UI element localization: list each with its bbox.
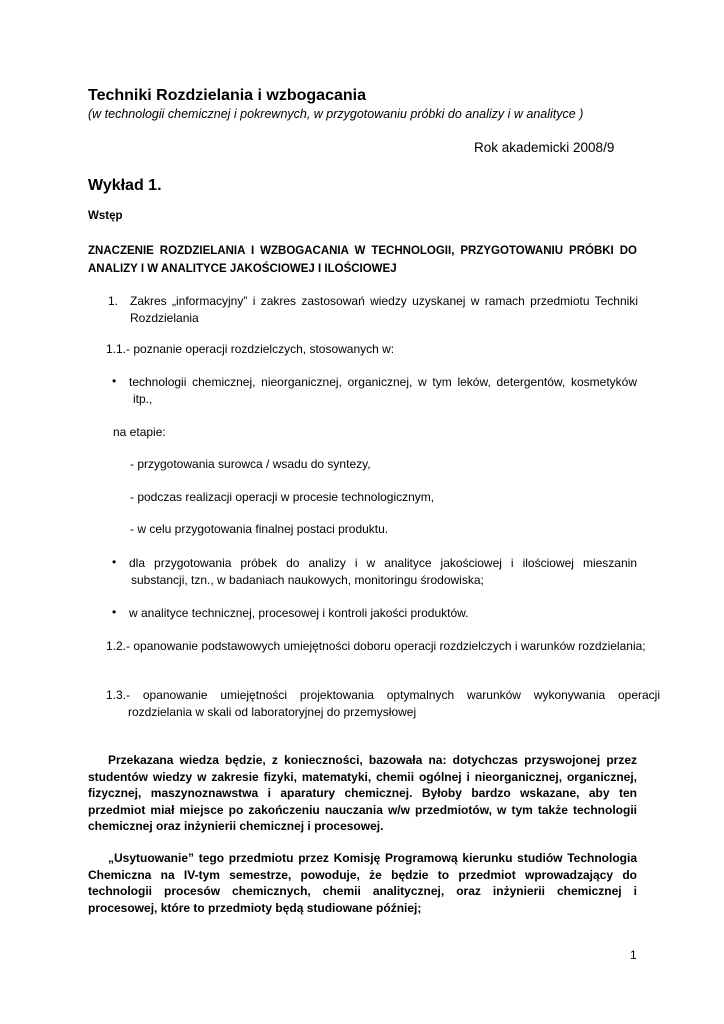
bullet-icon: • [112,555,117,569]
bullet-item-1-cont: itp., [133,392,153,406]
paragraph-2-text: „Usytuowanie” tego przedmiotu przez Komisję Programową kierunku studiów Technologia Chemiczna na IV-tym semestrze, powoduje, że będzie to przedmiot wprowadzający do technologii procesów chemicznych, chemii analitycznej, oraz inżynierii chemicznej i procesowej, które to przedmioty będą studiowane później; [88,851,637,915]
paragraph-1 [88,752,637,835]
subitem-1-2: 1.2.- opanowanie podstawowych umiejętności doboru operacji rozdzielczych i warunków rozdzielania; [106,639,646,653]
lecture-heading: Wykład 1. [88,177,162,194]
subitem-1-1: 1.1.- poznanie operacji rozdzielczych, stosowanych w: [106,342,395,356]
subitem-1-3: 1.3.- opanowanie umiejętności projektowania optymalnych warunków wykonywania operacji rozdzielania w skali od laboratoryjnej do przemysłowej [106,688,660,719]
academic-year: Rok akademicki 2008/9 [474,140,615,155]
bullet-item-1 [129,374,637,408]
paragraph-1-text: Przekazana wiedza będzie, z konieczności, bazowała na: dotychczas przyswojonej przez studentów wiedzy w zakresie fizyki, matematyki, chemii ogólnej i nieorganicznej, organicznej, fizycznej, maszynoznawstwa i aparatury chemicznej. Byłoby bardzo wskazane, aby ten przedmiot miał miejsce po zakończeniu nauczania w/w przedmiotów, w tym także technologii chemicznej oraz inżynierii chemicznej i procesowej. [88,753,637,833]
stage-item: - podczas realizacji operacji w procesie technologicznym, [130,490,435,504]
bullet-item-3: w analityce technicznej, procesowej i kontroli jakości produktów. [129,606,469,620]
document-title: Techniki Rozdzielania i wzbogacania [88,87,366,104]
bullet-item-2-text: dla przygotowania próbek do analizy i w analityce jakościowej i ilościowej mieszanin [129,556,637,570]
bullet-icon: • [112,605,117,619]
stage-item: - w celu przygotowania finalnej postaci produktu. [130,522,389,536]
stage-item: - przygotowania surowca / wsadu do syntezy, [130,457,371,471]
list-item-1-text: Zakres „informacyjny” i zakres zastosowań wiedzy uzyskanej w ramach przedmiotu Techniki Rozdzielania [130,294,638,325]
bullet-icon: • [112,374,117,388]
paragraph-2 [88,850,637,916]
document-subtitle: (w technologii chemicznej i pokrewnych, w przygotowaniu próbki do analizy i w analityce ) [88,107,584,121]
intro-heading: Wstęp [88,210,123,222]
list-item-1 [108,293,638,327]
bullet-item-1-text: technologii chemicznej, nieorganicznej, organicznej, w tym leków, detergentów, kosmetyków [129,375,637,389]
bullet-item-2 [129,555,637,589]
page-number: 1 [630,948,637,962]
bullet-item-2-cont: substancji, tzn., w badaniach naukowych, monitoringu środowiska; [131,573,484,587]
list-item-1-number: 1. [108,294,119,308]
section-heading: ZNACZENIE ROZDZIELANIA I WZBOGACANIA W TECHNOLOGII, PRZYGOTOWANIU PRÓBKI DO ANALIZY I W ANALITYCE JAKOŚCIOWEJ I ILOŚCIOWEJ [88,245,637,275]
stage-label: na etapie: [113,425,166,439]
